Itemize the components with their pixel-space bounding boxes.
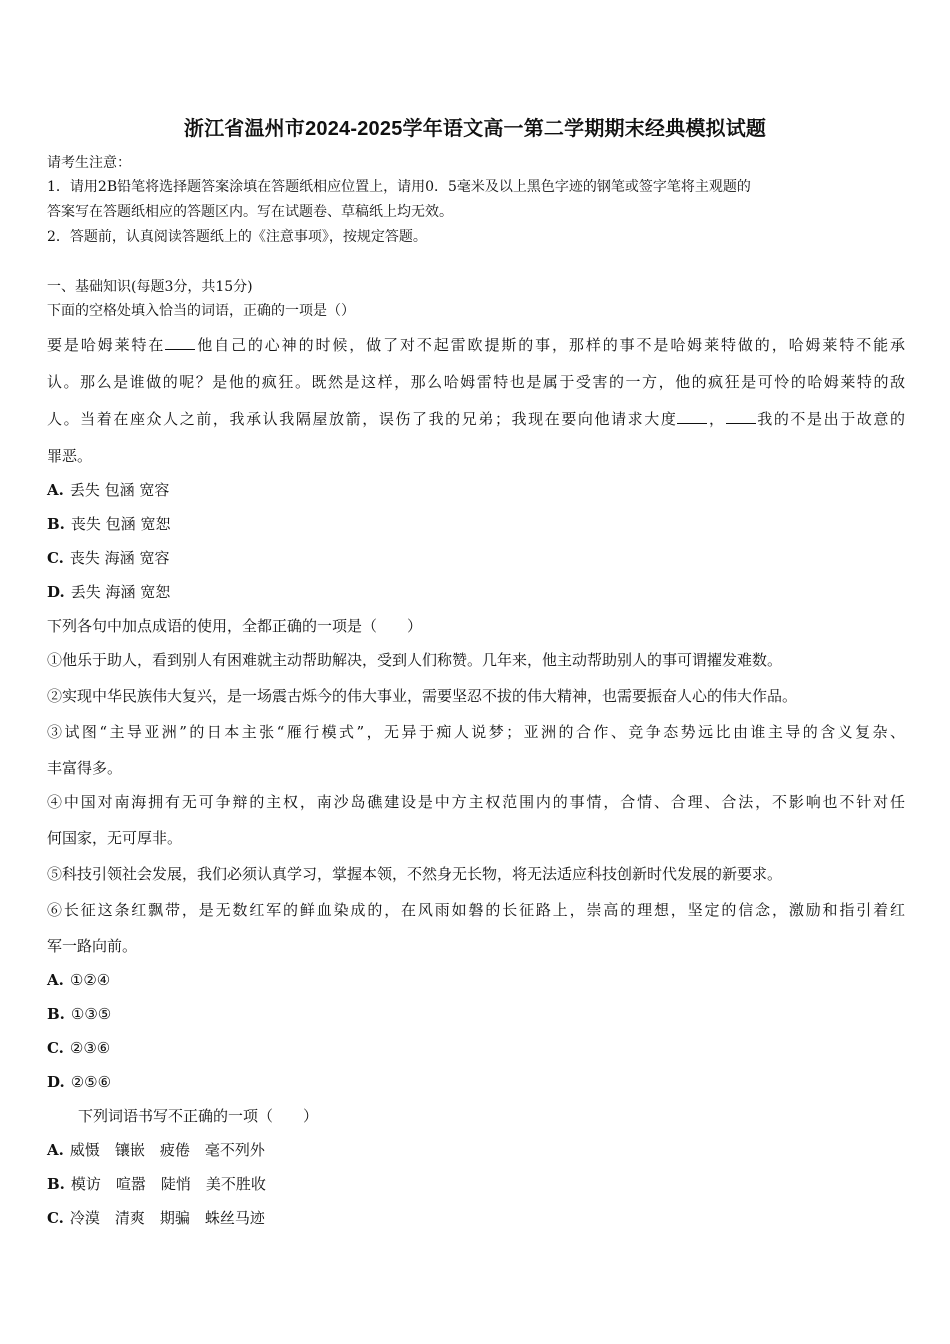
passage-text: 人。当着在座众人之前，我承认我隔屋放箭，误伤了我的兄弟；我现在要向他请求大度: [47, 410, 678, 428]
option-letter: A.: [47, 481, 64, 499]
option-letter: B.: [47, 1175, 65, 1193]
question-2-sentence-3-line-2: 丰富得多。: [47, 759, 123, 777]
question-1-passage-line-2: 认。那么是谁做的呢？是他的疯狂。既然是这样，那么哈姆雷特也是属于受害的一方，他的疯狂是可怜的哈姆莱特的敌: [47, 373, 905, 391]
option-text: 丧失 海涵 宽容: [69, 549, 170, 567]
question-1-passage-line-4: 罪恶。: [47, 447, 93, 465]
option-letter: D.: [47, 583, 65, 601]
question-2-option-b: [47, 1004, 111, 1024]
question-1-option-a: [47, 480, 169, 500]
passage-text: ，: [707, 410, 726, 428]
option-text: ①③⑤: [70, 1005, 112, 1023]
passage-text: 我的不是出于故意的: [755, 410, 905, 428]
question-2-sentence-4-line-2: 何国家，无可厚非。: [47, 829, 183, 847]
option-text: 威慑 镶嵌 疲倦 毫不列外: [69, 1141, 265, 1159]
page-title: 浙江省温州市2024-2025学年语文高一第二学期期末经典模拟试题: [183, 118, 767, 140]
question-1-passage-line-1: [47, 335, 905, 355]
notice-item-1-line-1: 1．请用2B铅笔将选择题答案涂填在答题纸相应位置上，请用0．5毫米及以上黑色字迹的钢笔或签字笔将主观题的: [47, 179, 751, 195]
question-1-stem: 下面的空格处填入恰当的词语，正确的一项是（）: [47, 303, 355, 319]
question-1-option-c: [47, 548, 169, 568]
question-2-sentence-2: ②实现中华民族伟大复兴，是一场震古烁今的伟大事业，需要坚忍不拔的伟大精神，也需要振奋人心的伟大作品。: [47, 687, 798, 705]
option-text: ①②④: [69, 971, 111, 989]
option-letter: A.: [47, 971, 64, 989]
question-2-sentence-6-line-1: ⑥长征这条红飘带，是无数红军的鲜血染成的，在风雨如磐的长征路上，崇高的理想，坚定的信念，激励和指引着红: [47, 901, 905, 919]
option-letter: B.: [47, 1005, 65, 1023]
option-text: 丧失 包涵 宽恕: [70, 515, 171, 533]
notice-heading: 请考生注意：: [47, 155, 131, 171]
option-text: 丢失 包涵 宽容: [69, 481, 170, 499]
option-letter: A.: [47, 1141, 64, 1159]
option-letter: C.: [47, 1209, 64, 1227]
option-letter: D.: [47, 1073, 65, 1091]
question-2-option-a: [47, 970, 110, 990]
passage-text: 他自己的心神的时候，做了对不起雷欧提斯的事，那样的事不是哈姆莱特做的，哈姆莱特不能承: [195, 336, 905, 354]
question-2-sentence-1: ①他乐于助人，看到别人有困难就主动帮助解决，受到人们称赞。几年来，他主动帮助别人的事可谓擢发难数。: [47, 651, 783, 669]
option-letter: C.: [47, 549, 64, 567]
option-text: 丢失 海涵 宽恕: [70, 583, 171, 601]
option-text: 模访 喧嚣 陡悄 美不胜收: [70, 1175, 266, 1193]
question-2-sentence-4-line-1: ④中国对南海拥有无可争辩的主权，南沙岛礁建设是中方主权范围内的事情，合情、合理、合法，不影响也不针对任: [47, 793, 905, 811]
answer-blank: [726, 409, 756, 424]
option-text: ②③⑥: [69, 1039, 111, 1057]
question-2-stem: 下列各句中加点成语的使用，全都正确的一项是（ ）: [47, 617, 423, 635]
option-text: ②⑤⑥: [70, 1073, 112, 1091]
option-letter: B.: [47, 515, 65, 533]
question-1-option-b: [47, 514, 170, 534]
question-1-option-d: [47, 582, 170, 602]
question-2-option-d: [47, 1072, 111, 1092]
option-letter: C.: [47, 1039, 64, 1057]
question-3-option-a: [47, 1140, 265, 1160]
question-3-option-b: [47, 1174, 266, 1194]
notice-item-2: 2．答题前，认真阅读答题纸上的《注意事项》，按规定答题。: [47, 229, 427, 245]
question-3-option-c: [47, 1208, 265, 1228]
question-2-sentence-6-line-2: 军一路向前。: [47, 937, 138, 955]
answer-blank: [677, 409, 707, 424]
answer-blank: [165, 335, 195, 350]
question-1-passage-line-3: [47, 409, 905, 429]
question-2-sentence-3-line-1: ③试图“主导亚洲”的日本主张“雁行模式”，无异于痴人说梦；亚洲的合作、竞争态势远比由谁主导的含义复杂、: [47, 723, 905, 741]
notice-item-1-line-2: 答案写在答题纸相应的答题区内。写在试题卷、草稿纸上均无效。: [47, 204, 453, 220]
passage-text: 要是哈姆莱特在: [47, 336, 166, 354]
question-3-stem: 下列词语书写不正确的一项（ ）: [78, 1107, 319, 1125]
option-text: 冷漠 清爽 期骗 蛛丝马迹: [69, 1209, 265, 1227]
question-2-option-c: [47, 1038, 110, 1058]
section-heading: 一、基础知识(每题3分，共15分): [47, 279, 253, 295]
question-2-sentence-5: ⑤科技引领社会发展，我们必须认真学习，掌握本领，不然身无长物，将无法适应科技创新时代发展的新要求。: [47, 865, 783, 883]
